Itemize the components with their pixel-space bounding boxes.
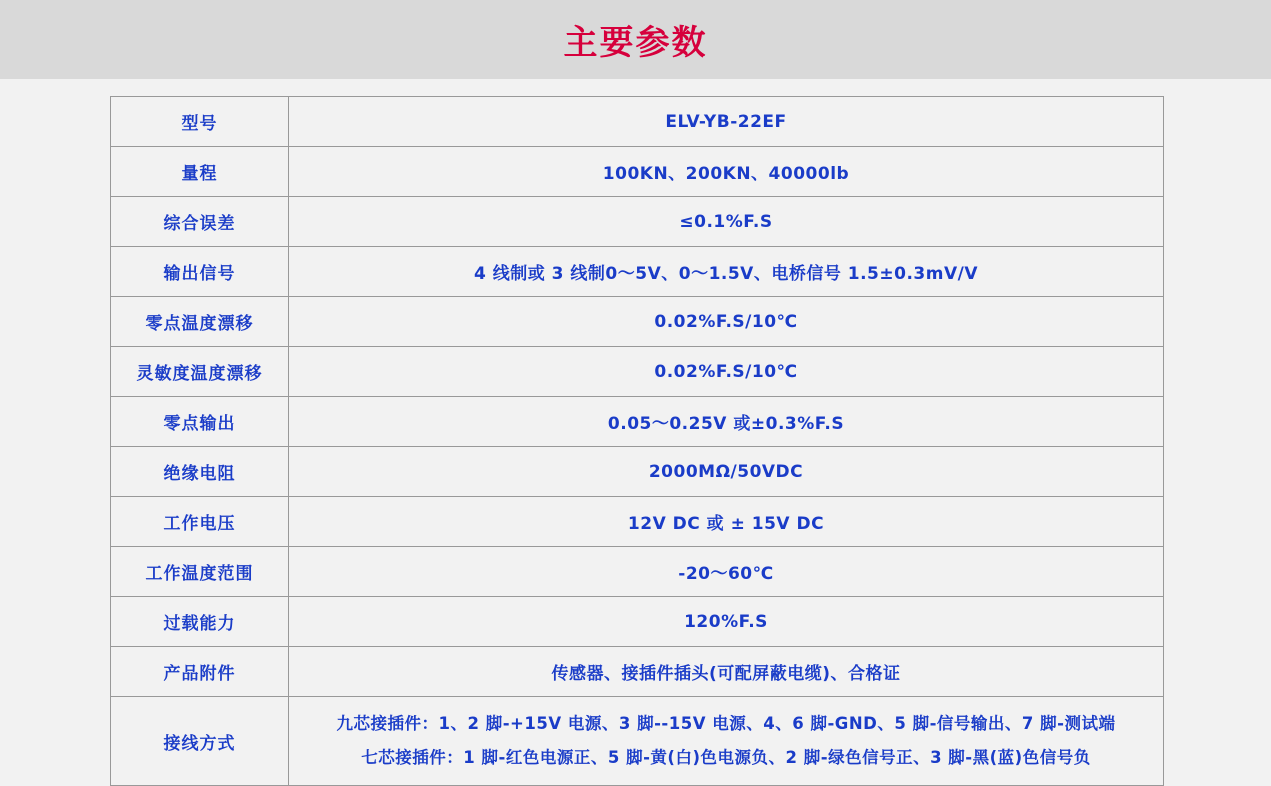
table-row — [111, 297, 1164, 347]
table-row — [111, 447, 1164, 497]
page-title: 主要参数 — [563, 23, 708, 63]
table-row — [111, 247, 1164, 297]
row-value: ELV-YB-22EF — [289, 97, 1164, 147]
row-value: 4 线制或 3 线制0～5V、0～1.5V、电桥信号 1.5±0.3mV/V — [289, 247, 1164, 297]
table-row — [111, 547, 1164, 597]
row-label: 灵敏度温度漂移 — [111, 347, 289, 397]
row-value: 2000MΩ/50VDC — [289, 447, 1164, 497]
table-row — [111, 147, 1164, 197]
table-row — [111, 97, 1164, 147]
row-value: ≤0.1%F.S — [289, 197, 1164, 247]
row-value-wiring — [289, 697, 1164, 786]
row-label: 综合误差 — [111, 197, 289, 247]
row-value: 120%F.S — [289, 597, 1164, 647]
row-value: 100KN、200KN、40000lb — [289, 147, 1164, 197]
table-row — [111, 497, 1164, 547]
row-value: -20～60℃ — [289, 547, 1164, 597]
wiring-line-9pin: 九芯接插件：1、2 脚-+15V 电源、3 脚--15V 电源、4、6 脚-GND、5 脚-信号输出、7 脚-测试端 — [336, 714, 1116, 733]
row-label: 量程 — [111, 147, 289, 197]
table-row — [111, 347, 1164, 397]
specification-table — [110, 96, 1164, 786]
table-row — [111, 597, 1164, 647]
row-label: 工作温度范围 — [111, 547, 289, 597]
table-row — [111, 197, 1164, 247]
spec-content — [0, 79, 1271, 786]
row-label: 零点温度漂移 — [111, 297, 289, 347]
row-label: 过载能力 — [111, 597, 289, 647]
row-label: 输出信号 — [111, 247, 289, 297]
table-row — [111, 647, 1164, 697]
row-value: 0.02%F.S/10℃ — [289, 347, 1164, 397]
row-value: 12V DC 或 ± 15V DC — [289, 497, 1164, 547]
row-label: 绝缘电阻 — [111, 447, 289, 497]
row-label: 工作电压 — [111, 497, 289, 547]
row-label: 产品附件 — [111, 647, 289, 697]
row-value: 0.05～0.25V 或±0.3%F.S — [289, 397, 1164, 447]
row-value: 0.02%F.S/10℃ — [289, 297, 1164, 347]
wiring-line-7pin: 七芯接插件：1 脚-红色电源正、5 脚-黄(白)色电源负、2 脚-绿色信号正、3 脚-黑(蓝)色信号负 — [361, 748, 1091, 767]
row-value: 传感器、接插件插头(可配屏蔽电缆)、合格证 — [289, 647, 1164, 697]
table-row — [111, 397, 1164, 447]
row-label: 接线方式 — [111, 697, 289, 786]
row-label: 型号 — [111, 97, 289, 147]
page-header — [0, 0, 1271, 79]
row-label: 零点输出 — [111, 397, 289, 447]
table-row-wiring — [111, 697, 1164, 786]
